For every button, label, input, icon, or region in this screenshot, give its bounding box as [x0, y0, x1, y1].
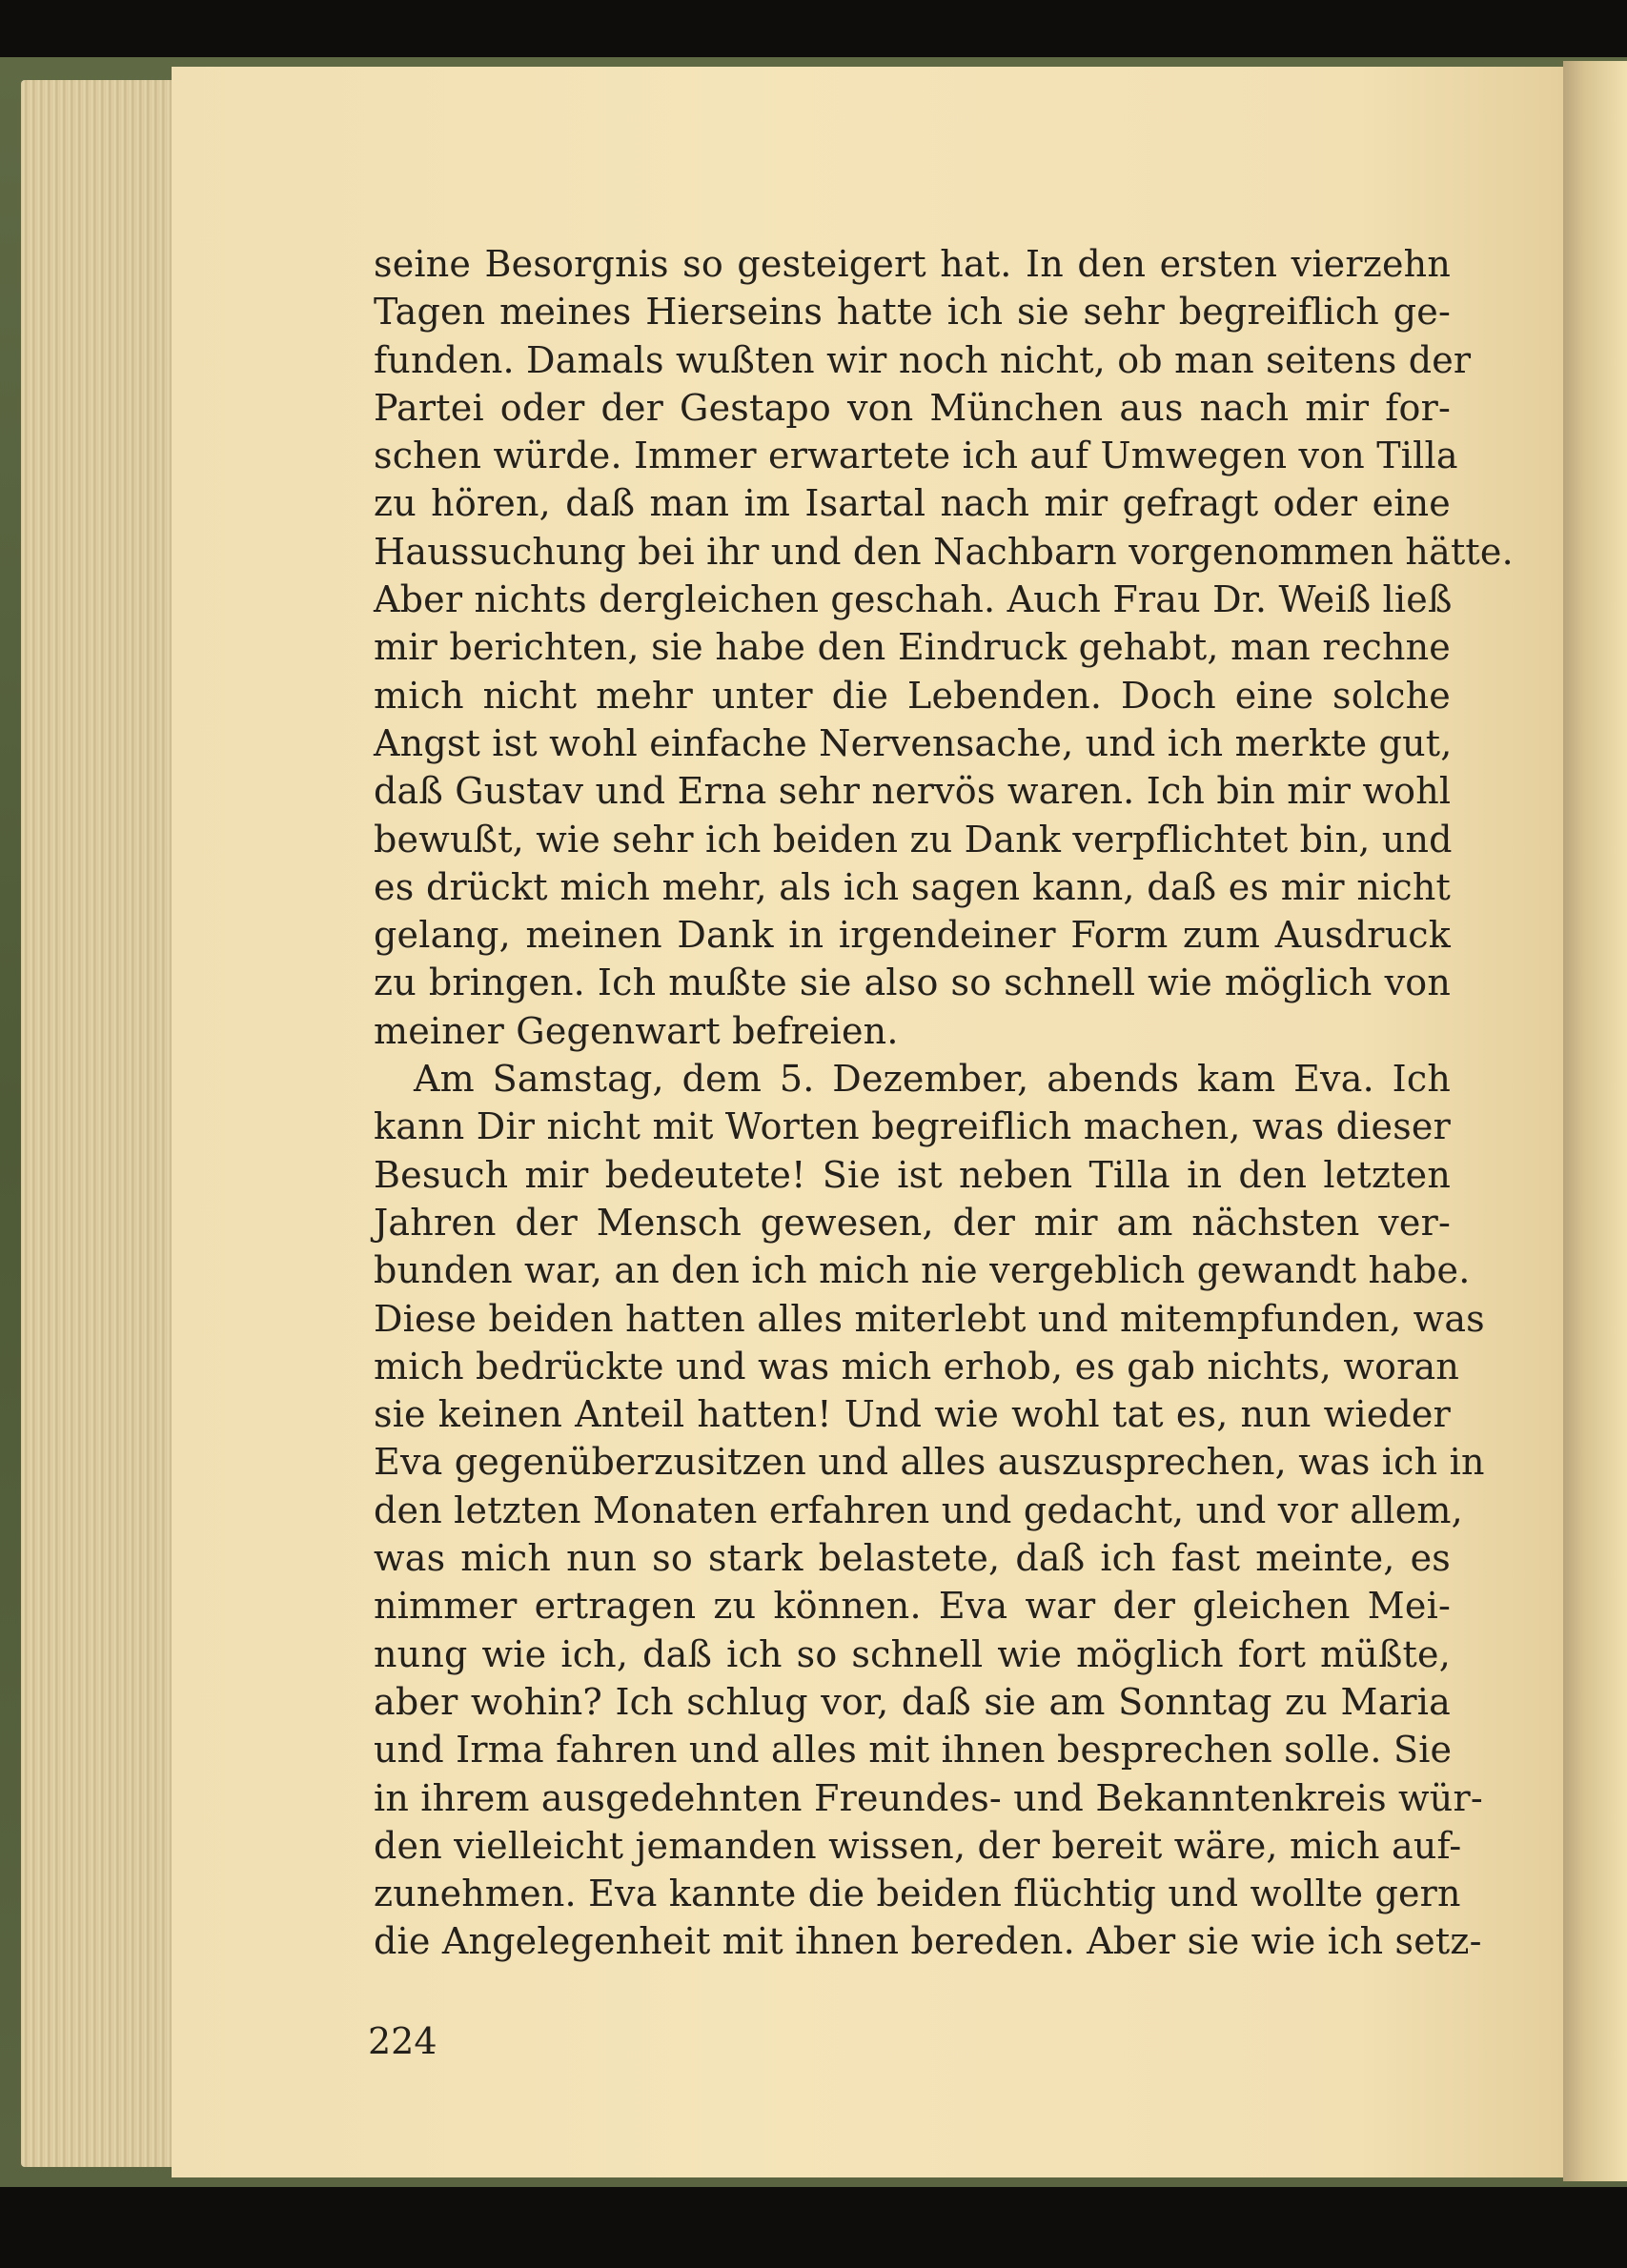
text-line: was mich nun so stark belastete, daß ich fast meinte, es	[374, 1537, 1451, 1580]
text-line: bunden war, an den ich mich nie vergeblich gewandt habe.	[374, 1249, 1471, 1292]
text-line: bewußt, wie sehr ich beiden zu Dank verpflichtet bin, und	[374, 818, 1453, 861]
book-gutter	[1563, 61, 1627, 2181]
text-line: Haussuchung bei ihr und den Nachbarn vorgenommen hätte.	[374, 530, 1514, 573]
text-line: kann Dir nicht mit Worten begreiflich machen, was dieser	[374, 1105, 1451, 1148]
text-line: die Angelegenheit mit ihnen bereden. Aber sie wie ich setz-	[374, 1920, 1482, 1963]
text-line: Partei oder der Gestapo von München aus nach mir for-	[374, 386, 1451, 429]
text-line: meiner Gegenwart befreien.	[374, 1009, 899, 1052]
body-text	[374, 240, 1514, 1966]
text-line: Eva gegenüberzusitzen und alles auszusprechen, was ich in	[374, 1441, 1485, 1484]
text-line: schen würde. Immer erwartete ich auf Umwegen von Tilla	[374, 435, 1458, 477]
text-line: es drückt mich mehr, als ich sagen kann, daß es mir nicht	[374, 865, 1451, 908]
text-line: Diese beiden hatten alles miterlebt und mitempfunden, was	[374, 1297, 1485, 1340]
text-line: mich bedrückte und was mich erhob, es gab nichts, woran	[374, 1345, 1460, 1387]
text-line: seine Besorgnis so gesteigert hat. In den ersten vierzehn	[374, 243, 1451, 285]
text-line: nung wie ich, daß ich so schnell wie möglich fort müßte,	[374, 1632, 1451, 1675]
text-line: nimmer ertragen zu können. Eva war der gleichen Mei-	[374, 1585, 1451, 1628]
text-line: zu bringen. Ich mußte sie also so schnell wie möglich von	[374, 962, 1451, 1004]
text-line: den vielleicht jemanden wissen, der bereit wäre, mich auf-	[374, 1824, 1462, 1867]
page-number: 224	[368, 2020, 437, 2062]
text-line: zu hören, daß man im Isartal nach mir gefragt oder eine	[374, 482, 1451, 525]
text-line: und Irma fahren und alles mit ihnen besprechen solle. Sie	[374, 1729, 1453, 1772]
text-line: Aber nichts dergleichen geschah. Auch Frau Dr. Weiß ließ	[374, 578, 1453, 621]
text-line: mich nicht mehr unter die Lebenden. Doch eine solche	[374, 674, 1451, 717]
text-line: daß Gustav und Erna sehr nervös waren. Ich bin mir wohl	[374, 770, 1452, 813]
text-line: in ihrem ausgedehnten Freundes- und Bekanntenkreis wür-	[374, 1776, 1483, 1819]
text-line: zunehmen. Eva kannte die beiden flüchtig und wollte gern	[374, 1873, 1461, 1915]
text-line: Am Samstag, dem 5. Dezember, abends kam Eva. Ich	[414, 1058, 1451, 1101]
text-line: aber wohin? Ich schlug vor, daß sie am Sonntag zu Maria	[374, 1680, 1451, 1723]
text-line: funden. Damals wußten wir noch nicht, ob man seitens der	[374, 338, 1472, 381]
text-line: sie keinen Anteil hatten! Und wie wohl tat es, nun wieder	[374, 1393, 1451, 1436]
text-line: Tagen meines Hierseins hatte ich sie sehr begreiflich ge-	[374, 291, 1451, 334]
text-line: Besuch mir bedeutete! Sie ist neben Tilla in den letzten	[374, 1153, 1451, 1196]
text-line: Jahren der Mensch gewesen, der mir am nächsten ver-	[374, 1201, 1451, 1244]
text-line: gelang, meinen Dank in irgendeiner Form zum Ausdruck	[374, 914, 1451, 957]
text-line: mir berichten, sie habe den Eindruck gehabt, man rechne	[374, 626, 1451, 669]
text-line: den letzten Monaten erfahren und gedacht, und vor allem,	[374, 1488, 1463, 1531]
text-line: Angst ist wohl einfache Nervensache, und ich merkte gut,	[374, 721, 1453, 764]
